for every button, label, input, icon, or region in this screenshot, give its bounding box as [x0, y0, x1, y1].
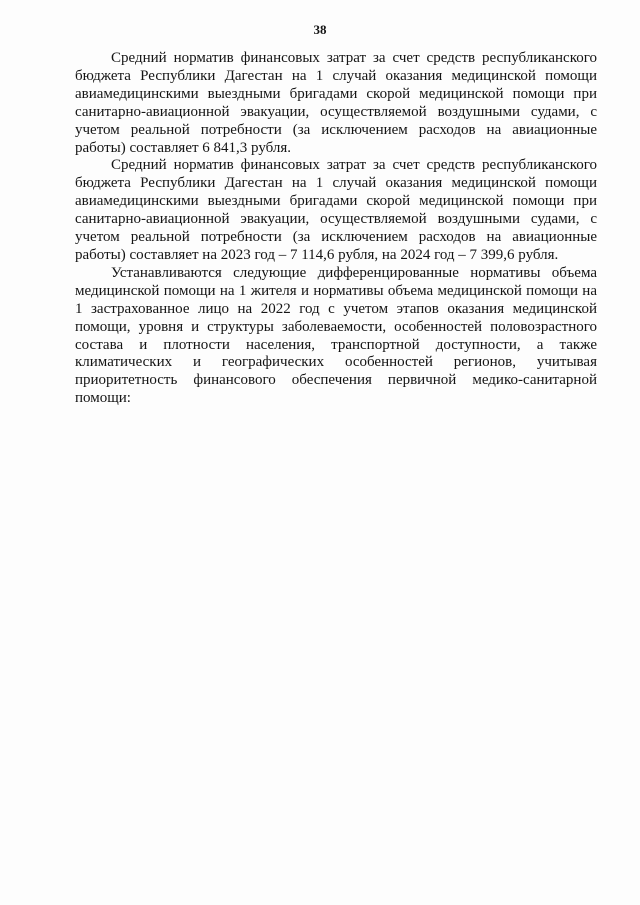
paragraph-differentiated-volume-norms: Устанавливаются следующие дифференцированные нормативы объема медицинской помощи на 1 жителя и нормативы объема медицинской помощи на 1 застрахованное лицо на 2022 год с учетом этапов оказания медицинской помощи, уровня и структуры заболеваемости, особенностей половозрастного состава и плотности населения, транспортной доступности, а также климатических и географических особенностей регионов, учитывая приоритетность финансового обеспечения первичной медико-санитарной помощи:	[75, 264, 597, 407]
document-body	[75, 50, 597, 408]
paragraph-air-ambulance-cost-2022: Средний норматив финансовых затрат за счет средств республиканского бюджета Республики Дагестан на 1 случай оказания медицинской помощи авиамедицинскими выездными бригадами скорой медицинской помощи при санитарно-авиационной эвакуации, осуществляемой воздушными судами, с учетом реальной потребности (за исключением расходов на авиационные работы) составляет 6 841,3 рубля.	[75, 50, 597, 156]
page-number: 38	[313, 22, 327, 37]
paragraph-air-ambulance-cost-2023-2024: Средний норматив финансовых затрат за счет средств республиканского бюджета Республики Дагестан на 1 случай оказания медицинской помощи авиамедицинскими выездными бригадами скорой медицинской помощи при санитарно-авиационной эвакуации, осуществляемой воздушными судами, с учетом реальной потребности (за исключением расходов на авиационные работы) составляет на 2023 год – 7 114,6 рубля, на 2024 год – 7 399,6 рубля.	[75, 157, 597, 263]
